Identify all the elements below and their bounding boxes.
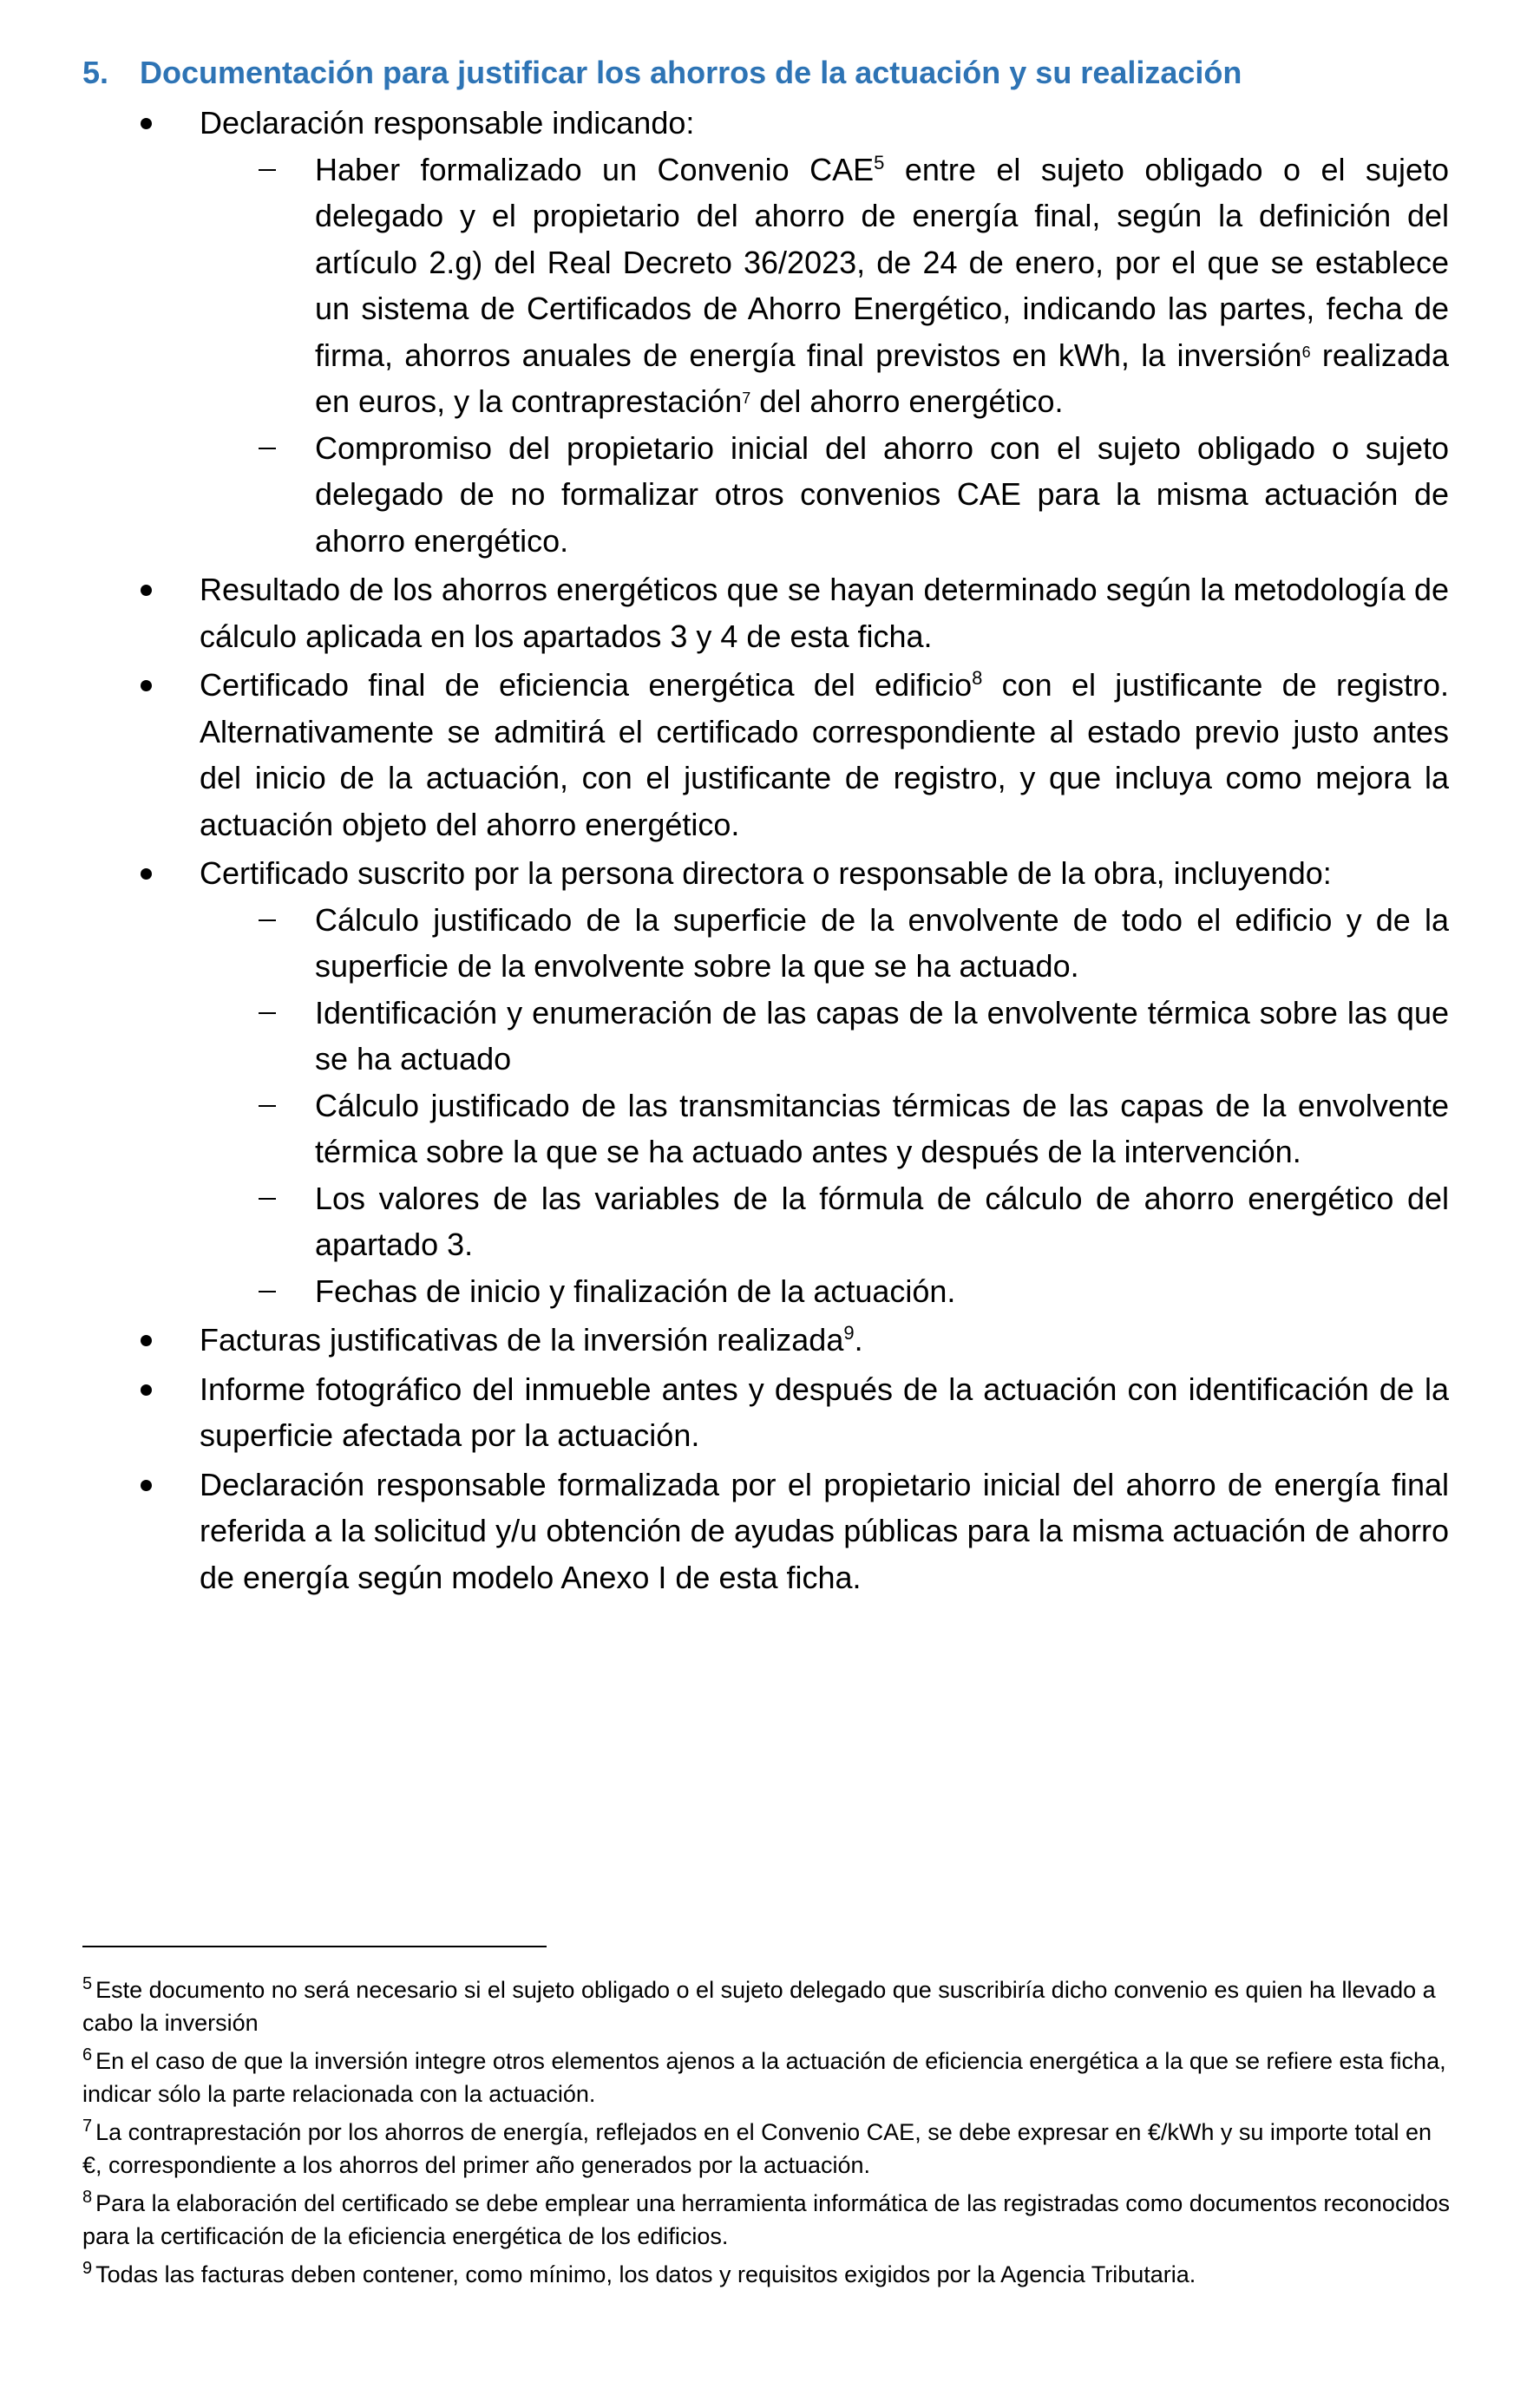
requirements-list [130,100,1449,1603]
footnote-separator [82,1946,547,1947]
footnote [82,2187,1453,2253]
sub-list [200,897,1449,1315]
item-text: . [854,1322,863,1358]
footnote-text: Todas las facturas deben contener, como mínimo, los datos y requisitos exigidos por la Agencia Tributaria. [95,2261,1196,2287]
footnote [82,2258,1453,2291]
item-text: Declaración responsable formalizada por el propietario inicial del ahorro de energía final referida a la solicitud y/u obtención de ayudas públicas para la misma actuación de ahorro de energía según modelo Anexo I de esta ficha. [200,1466,1449,1595]
list-item [130,1366,1449,1459]
sub-list-item [130,897,1449,990]
section-heading [82,50,1453,95]
item-text: con el justificante de registro. Alternativamente se admitirá el certificado correspondiente al estado previo justo antes del inicio de la actuación, con el justificante de registro, y que incluya como mejora la actuación objeto del ahorro energético. [200,667,1449,842]
item-text: Certificado suscrito por la persona directora o responsable de la obra, incluyendo: [200,855,1332,891]
sub-item-text: Los valores de las variables de la fórmula de cálculo de ahorro energético del apartado 3. [315,1180,1449,1262]
list-item [130,100,1449,564]
footnote-number: 5 [82,1974,93,1993]
footnote-ref: 7 [742,389,751,407]
dash-icon [259,1198,276,1200]
footnote-number: 9 [82,2259,93,2278]
list-item [130,566,1449,659]
footnote-number: 8 [82,2188,93,2207]
sub-item-text: Cálculo justificado de las transmitancias térmicas de las capas de la envolvente térmica sobre la que se ha actuado antes y después de la intervención. [315,1087,1449,1169]
footnote-number: 6 [82,2045,93,2064]
bullet-icon [141,1335,152,1346]
bullet-icon [141,1480,152,1491]
sub-list-item [130,425,1449,565]
list-item [130,850,1449,1314]
footnote-number: 7 [82,2117,93,2136]
footnote-ref: 5 [874,151,885,173]
sub-list-item [130,1175,1449,1268]
item-text: Resultado de los ahorros energéticos que se hayan determinado según la metodología de cálculo aplicada en los apartados 3 y 4 de esta ficha. [200,572,1449,654]
footnote [82,2116,1453,2182]
footnotes [82,1973,1453,2296]
dash-icon [259,448,276,449]
footnote [82,2045,1453,2110]
item-text: Facturas justificativas de la inversión realizada [200,1322,844,1358]
footnote-ref: 8 [972,667,983,689]
footnote-text: La contraprestación por los ahorros de energía, reflejados en el Convenio CAE, se debe expresar en €/kWh y su importe total en €, correspondiente a los ahorros del primer año generados por la actuación. [82,2119,1432,2178]
dash-icon [259,1291,276,1292]
sub-list-item [130,147,1449,425]
footnote-ref: 9 [843,1322,855,1344]
bullet-icon [141,118,152,129]
bullet-icon [141,868,152,880]
sub-item-text: Haber formalizado un Convenio CAE [315,151,875,187]
item-text: Declaración responsable indicando: [200,105,695,141]
sub-list [200,147,1449,565]
sub-item-text: Identificación y enumeración de las capas de la envolvente térmica sobre las que se ha actuado [315,994,1449,1076]
footnote-text: En el caso de que la inversión integre otros elementos ajenos a la actuación de eficiencia energética a la que se refiere esta ficha, indicar sólo la parte relacionada con la actuación. [82,2048,1446,2107]
sub-list-item [130,1268,1449,1315]
list-item [130,662,1449,847]
sub-item-text: Compromiso del propietario inicial del ahorro con el sujeto obligado o sujeto delegado de no formalizar otros convenios CAE para la misma actuación de ahorro energético. [315,429,1449,559]
item-text: Informe fotográfico del inmueble antes y después de la actuación con identificación de la superficie afectada por la actuación. [200,1371,1449,1453]
dash-icon [259,169,276,171]
list-item [130,1462,1449,1601]
footnote-text: Para la elaboración del certificado se debe emplear una herramienta informática de las registradas como documentos reconocidos para la certificación de la eficiencia energética de los edificios. [82,2190,1450,2249]
sub-list-item [130,990,1449,1083]
sub-item-text: del ahorro energético. [750,383,1064,419]
sub-item-text: realizada en euros, y la contraprestación [315,337,1450,419]
sub-item-text: Fechas de inicio y finalización de la actuación. [315,1273,956,1309]
bullet-icon [141,680,152,691]
bullet-icon [141,585,152,596]
footnote-ref: 6 [1301,343,1311,361]
list-item [130,1317,1449,1364]
section-number: 5. [82,55,109,90]
dash-icon [259,1012,276,1014]
sub-item-text: Cálculo justificado de la superficie de la envolvente de todo el edificio y de la superficie de la envolvente sobre la que se ha actuado. [315,901,1449,984]
dash-icon [259,919,276,921]
section-title: Documentación para justificar los ahorros de la actuación y su realización [140,55,1242,90]
footnote-text: Este documento no será necesario si el sujeto obligado o el sujeto delegado que suscribiría dicho convenio es quien ha llevado a cabo la inversión [82,1977,1436,2036]
item-text: Certificado final de eficiencia energética del edificio [200,667,973,703]
bullet-icon [141,1384,152,1396]
footnote [82,1973,1453,2039]
sub-list-item [130,1083,1449,1175]
dash-icon [259,1105,276,1107]
sub-item-text: entre el sujeto obligado o el sujeto delegado y el propietario del ahorro de energía final, según la definición del artículo 2.g) del Real Decreto 36/2023, de 24 de enero, por el que se establece un sistema de Certificados de Ahorro Energético, indicando las partes, fecha de firma, ahorros anuales de energía final previstos en kWh, la inversión [315,151,1450,373]
